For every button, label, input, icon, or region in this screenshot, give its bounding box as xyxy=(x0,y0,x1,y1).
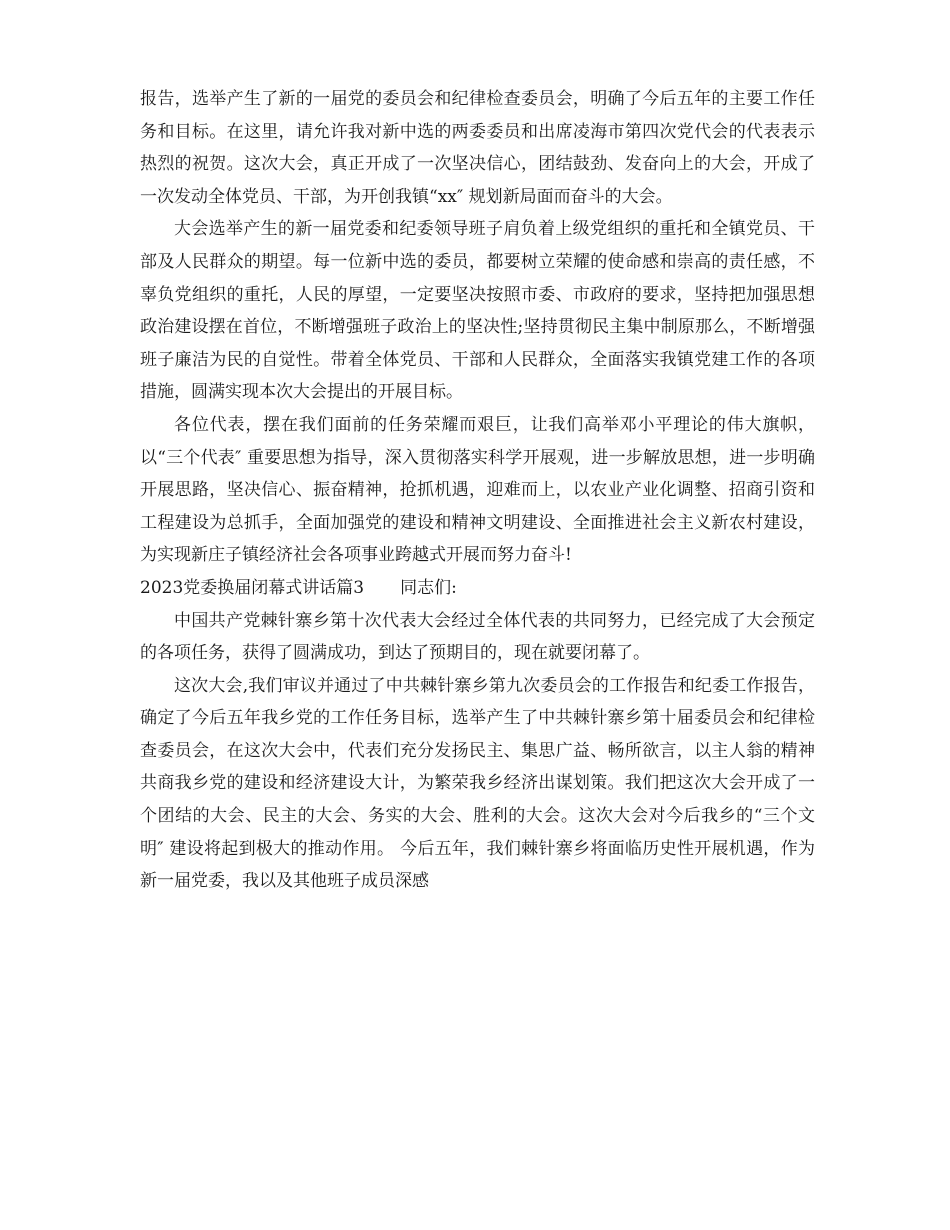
document-page xyxy=(140,83,815,898)
paragraph-3: 各位代表，摆在我们面前的任务荣耀而艰巨，让我们高举邓小平理论的伟大旗帜，以“三个代表″ 重要思想为指导，深入贯彻落实科学开展观，进一步解放思想，进一步明确开展思路，坚决信心、振奋精神，抢抓机遇，迎难而上，以农业产业化调整、招商引资和工程建设为总抓手，全面加强党的建设和精神文明建设、全面推进社会主义新农村建设，为实现新庄子镇经济社会各项事业跨越式开展而努力奋斗! xyxy=(140,414,815,566)
section-heading-line xyxy=(140,572,815,605)
paragraph-4: 中国共产党棘针寨乡第十次代表大会经过全体代表的共同努力，已经完成了大会预定的各项任务，获得了圆满成功，到达了预期目的，现在就要闭幕了。 xyxy=(140,610,815,664)
paragraph-5: 这次大会,我们审议并通过了中共棘针寨乡第九次委员会的工作报告和纪委工作报告，确定了今后五年我乡党的工作任务目标，选举产生了中共棘针寨乡第十届委员会和纪律检查委员会，在这次大会中，代表们充分发扬民主、集思广益、畅所欲言，以主人翁的精神共商我乡党的建设和经济建设大计，为繁荣我乡经济出谋划策。我们把这次大会开成了一个团结的大会、民主的大会、务实的大会、胜利的大会。这次大会对今后我乡的“三个文明″ 建设将起到极大的推动作用。 今后五年，我们棘针寨乡将面临历史性开展机遇，作为新一届党委，我以及其他班子成员深感 xyxy=(140,675,815,892)
paragraph-2: 大会选举产生的新一届党委和纪委领导班子肩负着上级党组织的重托和全镇党员、干部及人民群众的期望。每一位新中选的委员，都要树立荣耀的使命感和崇高的责任感，不辜负党组织的重托，人民的厚望，一定要坚决按照市委、市政府的要求，坚持把加强思想政治建设摆在首位，不断增强班子政治上的坚决性;坚持贯彻民主集中制原那么，不断增强班子廉洁为民的自觉性。带着全体党员、干部和人民群众，全面落实我镇党建工作的各项措施，圆满实现本次大会提出的开展目标。 xyxy=(140,219,815,403)
paragraph-1: 报告，选举产生了新的一届党的委员会和纪律检查委员会，明确了今后五年的主要工作任务和目标。在这里，请允许我对新中选的两委委员和出席凌海市第四次党代会的代表表示热烈的祝贺。这次大会，真正开成了一次坚决信心，团结鼓劲、发奋向上的大会，开成了一次发动全体党员、干部，为开创我镇“xx″ 规划新局面而奋斗的大会。 xyxy=(140,89,815,207)
section-title: 2023党委换届闭幕式讲话篇3 xyxy=(140,577,365,598)
salutation: 同志们: xyxy=(400,577,457,598)
